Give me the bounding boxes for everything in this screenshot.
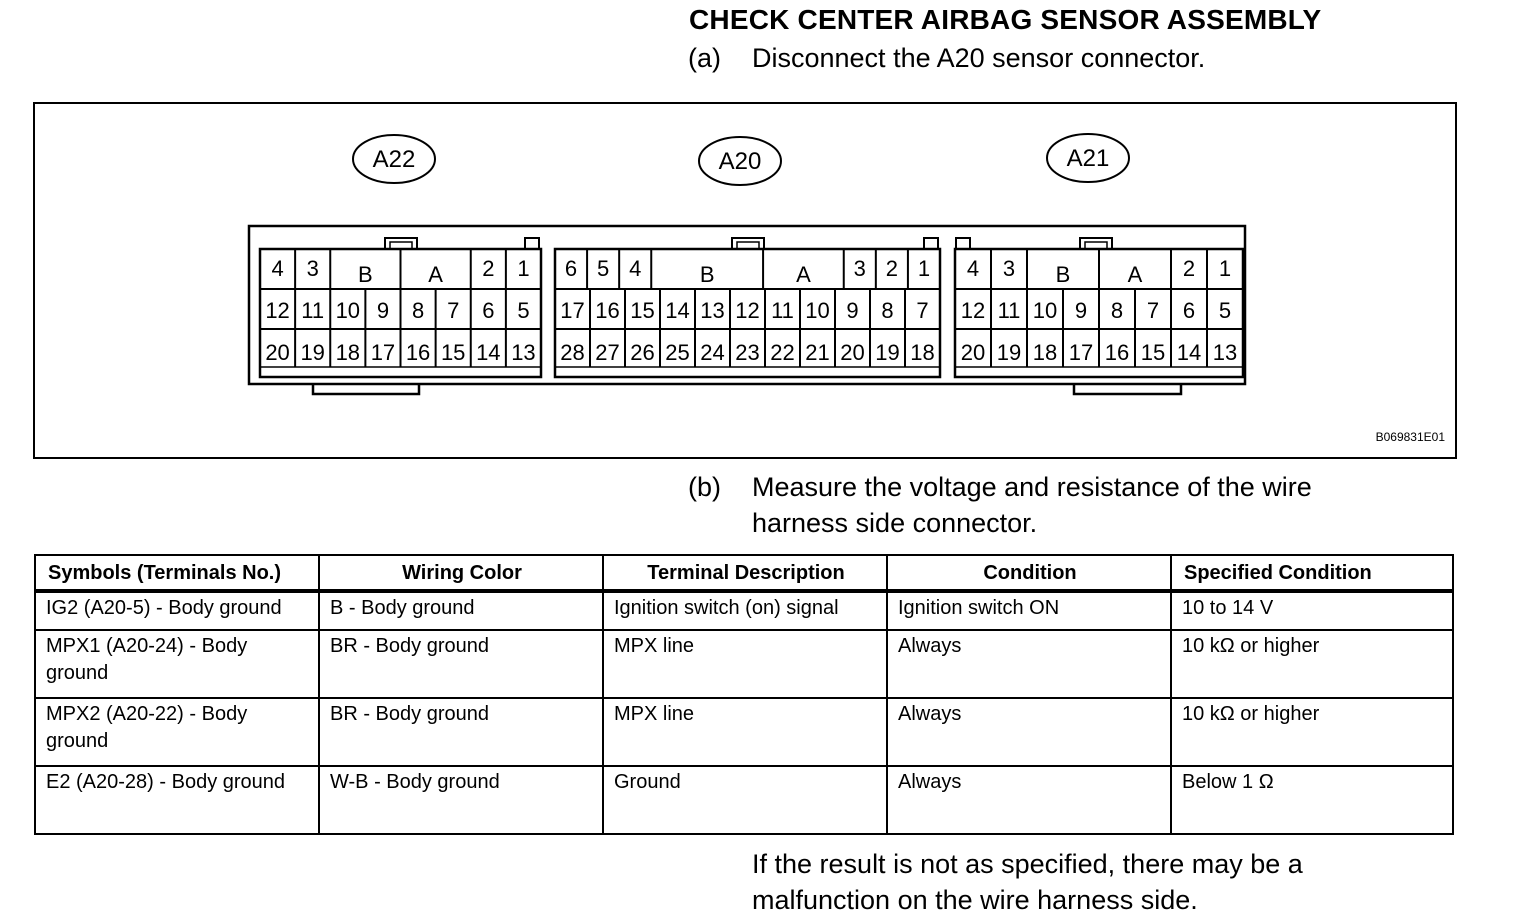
pin-label: 5 — [1218, 298, 1232, 323]
pin-label: 20 — [840, 340, 865, 365]
pin-label: 22 — [770, 340, 795, 365]
step-b-text — [752, 469, 1312, 541]
connector-label: A20 — [718, 148, 762, 175]
pin-label: A — [796, 262, 811, 287]
pin-label: 6 — [1182, 298, 1196, 323]
pin-label: 15 — [630, 298, 655, 323]
pin-label: 13 — [1212, 340, 1238, 365]
header-terminal-description: Terminal Description — [603, 555, 887, 591]
pin-label: 11 — [771, 298, 794, 323]
pin-label: 3 — [306, 256, 319, 281]
pin-label: 17 — [370, 340, 396, 365]
pin-label: 1 — [517, 256, 530, 281]
pin-label: 19 — [300, 340, 325, 365]
cell-condition: Always — [887, 630, 1171, 698]
pin-label: 16 — [1104, 340, 1130, 365]
pin-label: B — [1055, 262, 1071, 287]
pin-label: A — [1127, 262, 1143, 287]
cell-wiring-color: BR - Body ground — [319, 698, 603, 766]
result-note — [752, 846, 1303, 918]
pin-label: 2 — [482, 256, 495, 281]
pin-label: 2 — [1182, 256, 1196, 281]
page-title: CHECK CENTER AIRBAG SENSOR ASSEMBLY — [689, 4, 1322, 35]
pin-label: B — [699, 262, 715, 287]
connector-label: A22 — [372, 146, 416, 173]
pin-label: 6 — [482, 298, 495, 323]
pin-label: 3 — [853, 256, 866, 281]
pin-label: 13 — [511, 340, 536, 365]
pin-label: 4 — [966, 256, 980, 281]
pin-label: B — [358, 262, 373, 287]
pin-label: 20 — [960, 340, 986, 365]
pin-label: 12 — [960, 298, 986, 323]
pin-label: 18 — [910, 340, 935, 365]
pin-label: 17 — [560, 298, 585, 323]
cell-condition: Always — [887, 766, 1171, 834]
pin-label: 16 — [595, 298, 620, 323]
pin-label: 5 — [517, 298, 530, 323]
header-symbols: Symbols (Terminals No.) — [35, 555, 319, 591]
pin-label: 10 — [335, 298, 361, 323]
pin-label: 8 — [411, 298, 425, 323]
pin-label: 19 — [996, 340, 1022, 365]
step-b-label: (b) — [688, 472, 721, 502]
housing-tab — [313, 384, 419, 394]
cell-specified: 10 to 14 V — [1171, 591, 1453, 630]
header-specified-condition: Specified Condition — [1171, 555, 1453, 591]
pin-label: 14 — [1176, 340, 1202, 365]
pin-label: 9 — [1074, 298, 1088, 323]
pin-label: 12 — [265, 298, 290, 323]
header-condition: Condition — [887, 555, 1171, 591]
pin-label: A — [428, 262, 443, 287]
pin-label: 10 — [1032, 298, 1058, 323]
pin-label: 13 — [700, 298, 725, 323]
pin-label: 6 — [564, 256, 578, 281]
table-header-row — [35, 555, 1453, 591]
pin-label: 11 — [301, 298, 325, 323]
table-row — [35, 630, 1453, 698]
pin-label: 18 — [1032, 340, 1058, 365]
pin-label: 14 — [476, 340, 501, 365]
pin-label: 12 — [735, 298, 760, 323]
cell-wiring-color: W-B - Body ground — [319, 766, 603, 834]
pin-label: 24 — [700, 340, 725, 365]
cell-condition: Ignition switch ON — [887, 591, 1171, 630]
cell-wiring-color: BR - Body ground — [319, 630, 603, 698]
pin-label: 3 — [1002, 256, 1016, 281]
header-wiring-color: Wiring Color — [319, 555, 603, 591]
pin-label: 26 — [630, 340, 655, 365]
connector-figure — [33, 102, 1457, 459]
housing-tab — [1074, 384, 1181, 394]
step-a-text: Disconnect the A20 sensor connector. — [752, 43, 1206, 73]
pin-label: 4 — [629, 256, 642, 281]
pin-label: 18 — [335, 340, 361, 365]
cell-description: Ignition switch (on) signal — [603, 591, 887, 630]
pin-label: 7 — [447, 298, 460, 323]
pin-label: 20 — [265, 340, 290, 365]
note-line1: If the result is not as specified, there may be a — [752, 849, 1303, 879]
connector-diagram — [35, 104, 1455, 457]
pin-label: 5 — [597, 256, 610, 281]
figure-code: B069831E01 — [1375, 430, 1445, 444]
pin-label: 8 — [1110, 298, 1124, 323]
cell-specified: 10 kΩ or higher — [1171, 698, 1453, 766]
step-b-text-line1: Measure the voltage and resistance of the wire — [752, 472, 1312, 502]
pin-label: 27 — [595, 340, 620, 365]
cell-symbol: IG2 (A20-5) - Body ground — [35, 591, 319, 630]
pin-label: 7 — [1146, 298, 1160, 323]
pin-label: 11 — [997, 298, 1021, 323]
spec-table — [34, 554, 1454, 835]
cell-description: MPX line — [603, 630, 887, 698]
pin-label: 4 — [271, 256, 284, 281]
pin-label: 9 — [376, 298, 390, 323]
pin-label: 1 — [1218, 256, 1232, 281]
pin-label: 17 — [1068, 340, 1094, 365]
pin-label: 23 — [735, 340, 760, 365]
table-row — [35, 698, 1453, 766]
cell-symbol: MPX2 (A20-22) - Body ground — [35, 698, 319, 766]
table-row — [35, 766, 1453, 834]
cell-description: MPX line — [603, 698, 887, 766]
pin-label: 15 — [1140, 340, 1166, 365]
pin-label: 1 — [917, 256, 931, 281]
pin-label: 10 — [805, 298, 830, 323]
pin-label: 9 — [846, 298, 859, 323]
table-row — [35, 591, 1453, 630]
cell-symbol: E2 (A20-28) - Body ground — [35, 766, 319, 834]
pin-label: 19 — [875, 340, 900, 365]
pin-label: 15 — [440, 340, 466, 365]
pin-label: 21 — [805, 340, 830, 365]
cell-specified: Below 1 Ω — [1171, 766, 1453, 834]
pin-label: 14 — [665, 298, 690, 323]
pin-label: 25 — [665, 340, 690, 365]
pin-label: 28 — [560, 340, 585, 365]
note-line2: malfunction on the wire harness side. — [752, 885, 1198, 915]
pin-label: 2 — [885, 256, 898, 281]
cell-symbol: MPX1 (A20-24) - Body ground — [35, 630, 319, 698]
pin-label: 16 — [405, 340, 431, 365]
pin-label: 7 — [916, 298, 929, 323]
cell-condition: Always — [887, 698, 1171, 766]
step-b-text-line2: harness side connector. — [752, 508, 1038, 538]
cell-description: Ground — [603, 766, 887, 834]
cell-specified: 10 kΩ or higher — [1171, 630, 1453, 698]
cell-wiring-color: B - Body ground — [319, 591, 603, 630]
step-a-label: (a) — [688, 43, 721, 73]
pin-label: 8 — [881, 298, 894, 323]
connector-label: A21 — [1066, 145, 1110, 172]
